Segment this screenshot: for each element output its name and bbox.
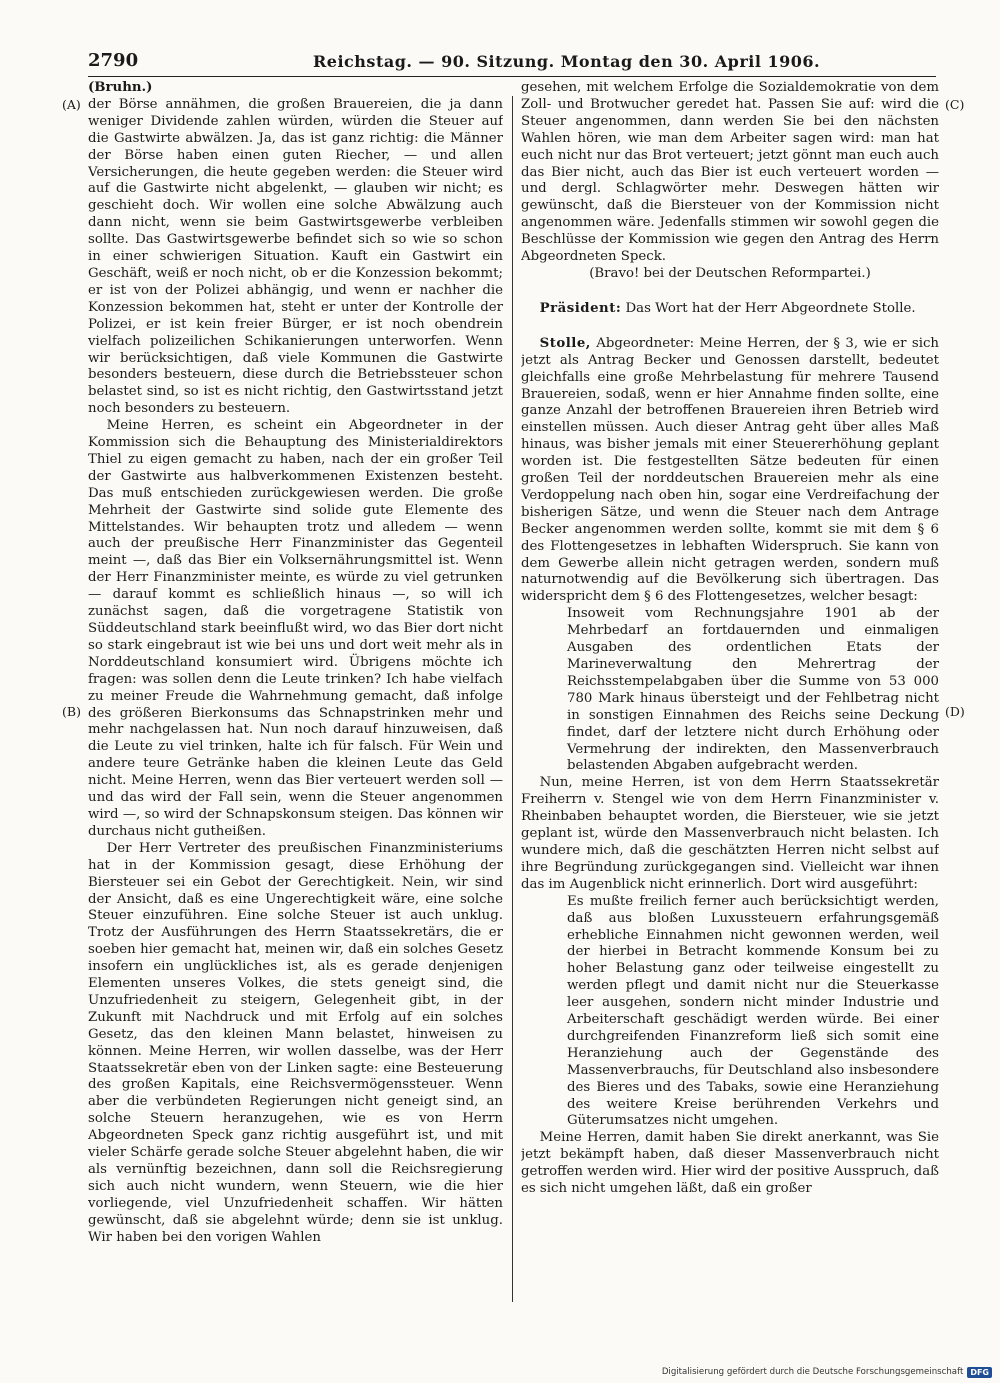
left-column [88,80,503,1305]
stolle-paragraph [521,336,939,607]
stolle-label: Stolle, [539,335,591,351]
left-paragraph-1: der Börse annähmen, die großen Brauereien, die ja dann weniger Dividende zahlen würden, würden die Steuer auf die Gastwirte abwälzen. Ja, das ist ganz richtig: die Männer der Börse haben einen guten Riecher, — und allen Versicherungen, die heute gegeben werden: die Steuer wird auf die Gastwirte nicht abgelenkt, — glauben wir nicht; es geschieht doch. Wir wollen eine solche Abwälzung auch dann nicht, wenn sie beim Gastwirtsgewerbe verbleiben sollte. Das Gastwirtsgewerbe befindet sich so wie so schon in einer schwierigen Situation. Kauft ein Gastwirt ein Geschäft, weiß er noch nicht, ob er die Konzession bekommt; er ist von der Polizei abhängig, und wenn er nachher die Konzession bekommen hat, steht er unter der Kontrolle der Polizei, er ist kein freier Bürger, er ist noch obendrein vielfach polizeilichen Schikanierungen unterworfen. Wenn wir berücksichtigen, daß viele Kommunen die Gastwirte besonders besteuern, diese durch die Betriebssteuer schon belastet sind, so ist es nicht richtig, den Gastwirtsstand jetzt noch besonders zu besteuern. [88,96,503,417]
margin-marker-a: (A) [62,97,81,112]
right-paragraph-1: gesehen, mit welchem Erfolge die Sozialdemokratie von dem Zoll- und Brotwucher geredet hat. Passen Sie auf: wird die Steuer angenommen, dann werden Sie bei den nächsten Wahlen hören, wie man dem Arbeiter sagen wird: man hat euch nicht nur das Brot verteuert; jetzt gönnt man euch auch das Bier nicht, auch das Bier ist euch verteuert worden — und dergl. Schlagwörter mehr. Deswegen hätten wir gewünscht, daß die Biersteuer von der Kommission nicht angenommen wäre. Jedenfalls stimmen wir sowohl gegen die Beschlüsse der Kommission wie gegen den Antrag des Herrn Abgeordneten Speck. [521,80,939,265]
right-column [521,80,939,1305]
margin-marker-b: (B) [62,704,81,719]
dfg-logo: DFG [967,1367,992,1378]
stolle-text: Abgeordneter: Meine Herren, der § 3, wie er sich jetzt als Antrag Becker und Genossen darstellt, bedeutet gleichfalls eine große Mehrbelastung für mehrere Tausend Brauereien, sodaß, wenn er hier Annahme finden sollte, eine ganze Anzahl der betroffenen Brauereien ihren Betrieb wird einstellen müssen. Auch dieser Antrag geht über alles Maß hinaus, was bisher jemals mit einer Steuererhöhung geplant worden ist. Die festgestellten Sätze bedeuten für einen großen Teil der norddeutschen Brauereien mehr als eine Verdoppelung nach oben hin, sogar eine Verdreifachung der bisherigen Sätze, und wenn die Steuer nach dem Antrage Becker angenommen werden sollte, kommt sie mit dem § 6 des Flottengesetzes in lebhaften Widerspruch. Sie kann von dem Gewerbe allein nicht getragen werden, sondern muß naturnotwendig auf die Bevölkerung sich übertragen. Das widerspricht dem § 6 des Flottengesetzes, welcher besagt: [521,335,939,605]
running-head: Reichstag. — 90. Sitzung. Montag den 30. April 1906. [313,52,821,71]
column-divider [512,96,513,1302]
left-paragraph-2: Meine Herren, es scheint ein Abgeordneter in der Kommission sich die Behauptung des Ministerialdirektors Thiel zu eigen gemacht zu haben, nach der ein großer Teil der Gastwirte aus halbverkommenen Existenzen besteht. Das muß entschieden zurückgewiesen werden. Die große Mehrheit der Gastwirte sind solide gute Elemente des Mittelstandes. Wir behaupten trotz und alledem — wenn auch der preußische Herr Finanzminister das Gegenteil meint —, daß das Bier ein Volksernährungsmittel ist. Wenn der Herr Finanzminister meinte, es würde zu viel getrunken — darauf kommt es schließlich hinaus —, so will ich zunächst sagen, daß die vorgetragene Statistik von Süddeutschland stark beeinflußt wird, wo das Bier dort nicht so stark eingebraut ist wie bei uns und dort weit mehr als in Norddeutschland konsumiert wird. Übrigens möchte ich fragen: was sollen denn die Leute trinken? Ich habe vielfach zu meiner Freude die Wahrnehmung gemacht, daß infolge des größeren Bierkonsums das Schnapstrinken mehr und mehr nachgelassen hat. Nun noch darauf hinzuweisen, daß die Leute zu viel trinken, halte ich für falsch. Für Wein und andere teure Getränke haben die kleinen Leute das Geld nicht. Meine Herren, wenn das Bier verteuert werden soll — und das wird der Fall sein, wenn die Steuer angenommen wird —, so wird der Schnapskonsum steigen. Das können wir durchaus nicht gutheißen. [88,418,503,839]
speaker-tag: (Bruhn.) [88,80,153,95]
margin-marker-d: (D) [945,704,965,719]
right-paragraph-3: Meine Herren, damit haben Sie direkt anerkannt, was Sie jetzt bekämpft haben, daß dieser Massenverbrauch nicht getroffen werden wird. Hier wird der positive Ausspruch, daß es sich nicht umgehen läßt, daß ein großer [521,1130,939,1197]
margin-marker-c: (C) [945,97,965,112]
page-header [88,50,936,77]
right-paragraph-2: Nun, meine Herren, ist von dem Herrn Staatssekretär Freiherrn v. Stengel wie von dem Herrn Finanzminister v. Rheinbaben behauptet worden, die Biersteuer, wie sie jetzt geplant ist, würde den Massenverbrauch nicht belasten. Ich wundere mich, daß die geschätzten Herren nicht selbst auf ihre Begründung zurückgegangen sind. Vielleicht war ihnen das im Augenblick nicht erinnerlich. Dort wird ausgeführt: [521,775,939,892]
quote-flottengesetz: Insoweit vom Rechnungsjahre 1901 ab der Mehrbedarf an fortdauernden und einmaligen Ausgaben des ordentlichen Etats der Marineverwaltung den Mehrertrag der Reichsstempelabgaben über die Summe von 53 000 780 Mark hinaus übersteigt und der Fehlbetrag nicht in sonstigen Einnahmen des Reichs seine Deckung findet, darf der letztere nicht durch Erhöhung oder Vermehrung der indirekten, den Massenverbrauch belastenden Abgaben aufgebracht werden. [567,606,939,774]
president-label: Präsident: [539,300,622,316]
applause-note: (Bravo! bei der Deutschen Reformpartei.) [589,265,871,281]
left-paragraph-3: Der Herr Vertreter des preußischen Finanzministeriums hat in der Kommission gesagt, diese Erhöhung der Biersteuer sei ein Gebot der Gerechtigkeit. Nein, wir sind der Ansicht, daß es eine Ungerechtigkeit wäre, eine solche Steuer einzuführen. Eine solche Steuer ist auch unklug. Trotz der Ausführungen des Herrn Staatssekretärs, die er soeben hier gemacht hat, meinen wir, daß ein solches Gesetz insofern ein unglückliches ist, als es gerade denjenigen Elementen unseres Volkes, die stets geneigt sind, die Unzufriedenheit zu steigern, Gelegenheit gibt, in der Zukunft mit Nachdruck und mit Erfolg auf ein solches Gesetz, das den kleinen Mann belastet, hinweisen zu können. Meine Herren, wir wollen dasselbe, was der Herr Staatssekretär eben von der Linken sagte: eine Besteuerung des großen Kapitals, eine Reichsvermögenssteuer. Wenn aber die verbündeten Regierungen nicht geneigt sind, an solche Steuern heranzugehen, wie es von Herrn Abgeordneten Speck ganz richtig ausgeführt ist, und mit vieler Schärfe gerade solche Steuer abgelehnt haben, die wir als vernünftig bezeichnen, dann soll die Reichsregierung sich auch nicht wundern, wenn Steuern, wie die hier vorliegende, viel Unzufriedenheit schaffen. Wir hätten gewünscht, daß sie abgelehnt würde; denn sie ist unklug. Wir haben bei den vorigen Wahlen [88,840,503,1245]
page-number: 2790 [88,50,139,71]
quote-begruendung: Es mußte freilich ferner auch berücksichtigt werden, daß aus bloßen Luxussteuern erfahrungsgemäß erhebliche Einnahmen nicht gewonnen werden, weil der hierbei in Betracht kommende Konsum bei zu hoher Belastung ganz oder teilweise eingestellt zu werden pflegt und damit nicht nur die Steuerkasse leer ausgehen, sondern nicht minder Industrie und Arbeiterschaft geschädigt werden würde. Bei einer durchgreifenden Finanzreform ließ sich somit eine Heranziehung auch der Gegenstände des Massenverbrauchs, für Deutschland also insbesondere des Bieres und des Tabaks, sowie eine Heranziehung des weitere Kreise berührenden Verkehrs und Güterumsatzes nicht umgehen. [567,893,939,1129]
footer-text: Digitalisierung gefördert durch die Deutsche Forschungsgemeinschaft [661,1367,964,1377]
footer [662,1366,992,1378]
president-text: Das Wort hat der Herr Abgeordnete Stolle. [625,300,916,316]
president-paragraph [521,301,939,318]
